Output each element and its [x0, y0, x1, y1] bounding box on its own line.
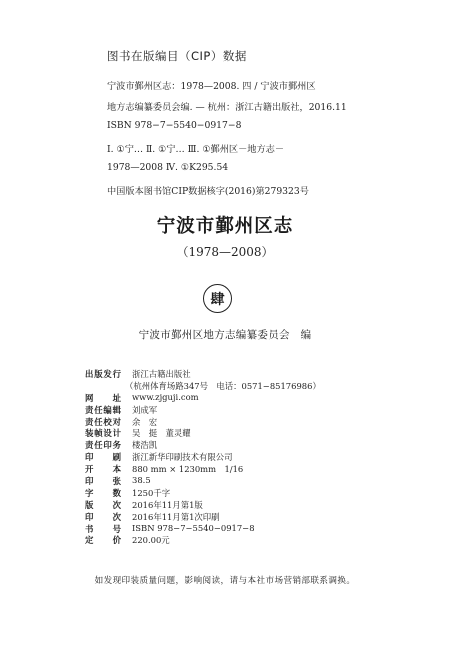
info-value: 浙江新华印刷技术有限公司 — [132, 452, 233, 463]
info-label: 网 址 — [85, 392, 121, 403]
info-label: 责任校对 — [85, 416, 121, 427]
info-value: 2016年11月第1版 — [132, 499, 203, 510]
info-label: 责任编辑 — [85, 404, 121, 415]
cip-line: 宁波市鄞州区志：1978—2008. 四 / 宁波市鄞州区 — [107, 81, 316, 92]
info-value: （杭州体育场路347号 电话：0571−85176986） — [125, 380, 321, 391]
cip-line: 地方志编纂委员会编. — 杭州：浙江古籍出版社，2016.11 — [107, 102, 347, 113]
quality-notice: 如发现印装质量问题，影响阅读，请与本社市场营销部联系调换。 — [94, 576, 356, 586]
volume-seal — [203, 284, 232, 313]
cip-line: Ⅰ. ①宁… Ⅱ. ①宁… Ⅲ. ①鄞州区－地方志－ — [107, 144, 285, 155]
volume-number: 肆 — [210, 291, 225, 308]
book-years: （1978—2008） — [176, 245, 274, 259]
info-label: 装帧设计 — [85, 428, 121, 439]
info-value: ISBN 978−7−5540−0917−8 — [132, 522, 255, 533]
info-label: 出版发行 — [85, 369, 121, 379]
cip-line: ISBN 978−7−5540−0917−8 — [107, 120, 242, 131]
info-label: 字 数 — [85, 487, 121, 498]
info-label: 印 张 — [85, 476, 121, 487]
info-label: 开 本 — [85, 464, 121, 475]
info-value: 220.00元 — [132, 535, 170, 546]
info-value: www.zjguji.com — [132, 391, 199, 402]
info-label: 书 号 — [85, 523, 121, 534]
cip-line: 中国版本图书馆CIP数据核字(2016)第279323号 — [107, 186, 309, 197]
cip-line: 1978—2008 Ⅳ. ①K295.54 — [107, 162, 229, 173]
cip-heading: 图书在版编目（CIP）数据 — [107, 49, 247, 63]
info-label: 定 价 — [85, 535, 121, 546]
info-label: 印 次 — [85, 511, 121, 522]
info-label: 印 刷 — [85, 452, 121, 463]
editor-line: 宁波市鄞州区地方志编纂委员会 编 — [138, 329, 312, 341]
info-label: 版 次 — [85, 499, 121, 510]
info-value: 浙江古籍出版社 — [132, 369, 191, 379]
info-label: 责任印务 — [85, 440, 121, 451]
info-value: 2016年11月第1次印刷 — [132, 511, 220, 522]
info-value: 38.5 — [132, 475, 151, 486]
info-value: 刘成军 — [132, 404, 158, 415]
info-value: 880 mm × 1230mm 1/16 — [132, 464, 244, 475]
info-value: 余 宏 — [132, 416, 158, 427]
book-title: 宁波市鄞州区志 — [156, 216, 294, 237]
info-value: 吴 挺 董灵耀 — [132, 428, 191, 439]
info-value: 楼浩凯 — [132, 440, 158, 451]
info-value: 1250千字 — [132, 487, 171, 498]
